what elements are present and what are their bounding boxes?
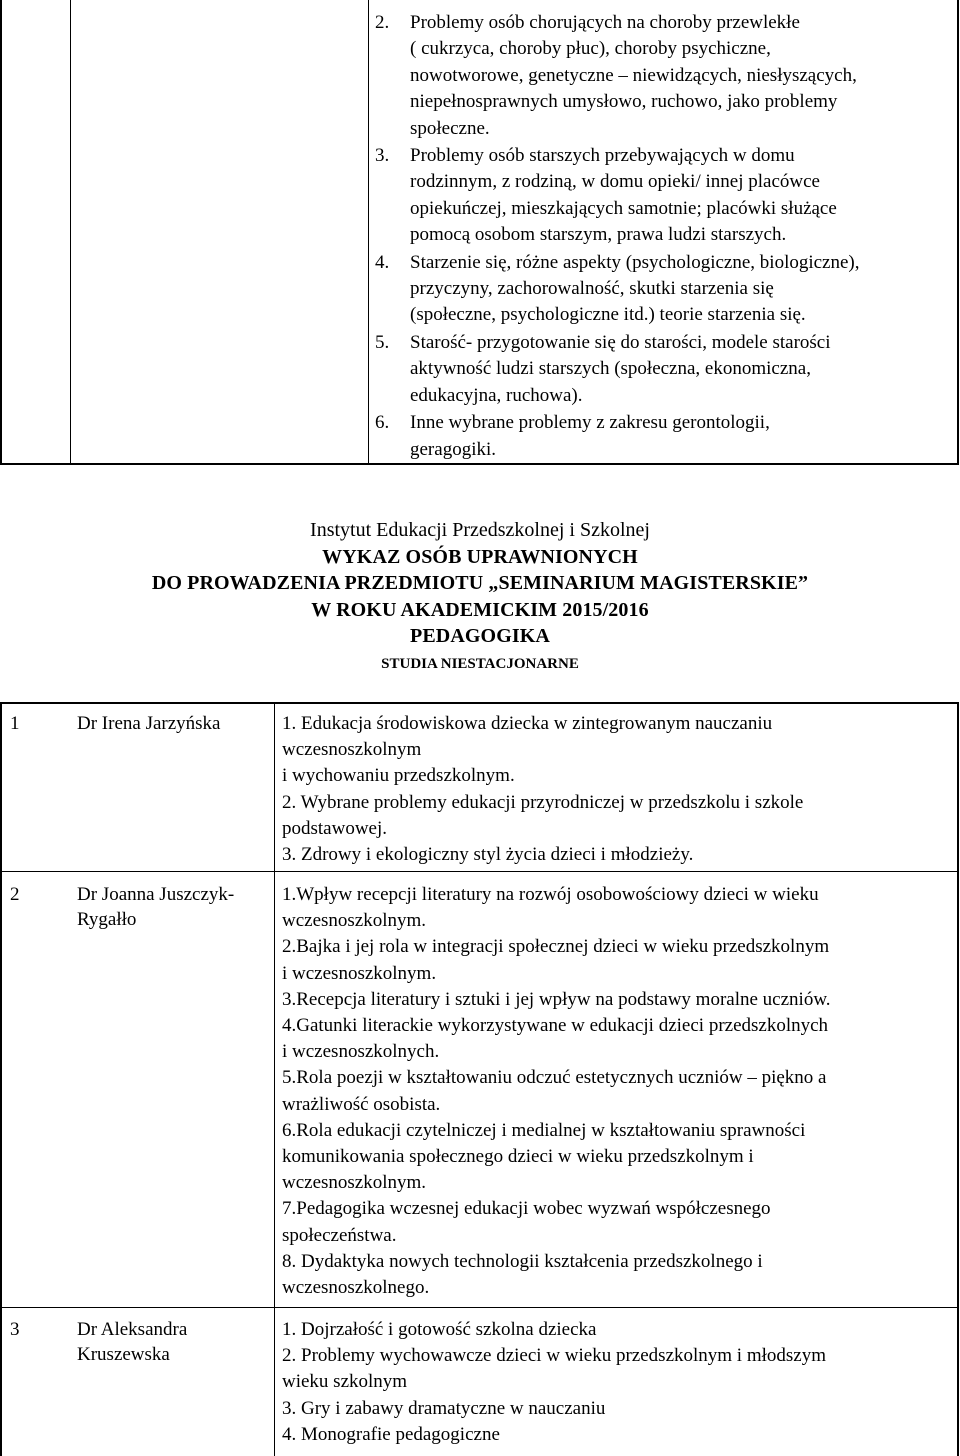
list-item-number: 3. [375, 145, 390, 167]
table-column-divider [274, 704, 275, 1456]
document-heading [0, 517, 960, 676]
supervisor-name: Dr Irena Jarzyńska [77, 713, 221, 734]
heading-line-4: PEDAGOGIKA [410, 625, 550, 647]
supervisor-name: Dr Joanna Juszczyk- Rygałło [77, 884, 235, 930]
heading-line-1: WYKAZ OSÓB UPRAWNIONYCH [322, 545, 638, 568]
seminar-topics: 1. Dojrzałość i gotowość szkolna dziecka 2. Problemy wychowawcze dzieci w wieku przedszkolnym i młodszym wieku szkolnym 3. Gry i zabawy dramatyczne w nauczaniu 4. Monografie pedagogiczne [282, 1319, 826, 1445]
list-item-text: Problemy osób chorujących na choroby przewlekłe ( cukrzyca, choroby płuc), choroby psychiczne, nowotworowe, genetyczne – niewidzących, niesłyszących, niepełnosprawnych umysłowo, ruchowo, jako problemy społeczne. [410, 12, 857, 139]
list-item-number: 2. [375, 12, 390, 33]
list-item [375, 250, 955, 329]
list-item-number: 4. [375, 251, 390, 273]
supervisors-table [0, 702, 959, 1456]
table-column-divider [368, 0, 369, 463]
row-number: 1 [10, 713, 20, 734]
table-row-divider [2, 1307, 957, 1308]
heading-line-3: W ROKU AKADEMICKIM 2015/2016 [311, 598, 649, 621]
heading-line-2: DO PROWADZENIA PRZEDMIOTU „SEMINARIUM MAGISTERSKIE” [151, 572, 809, 594]
seminar-topics: 1. Edukacja środowiskowa dziecka w zintegrowanym nauczaniu wczesnoszkolnym i wychowaniu przedszkolnym. 2. Wybrane problemy edukacji przyrodniczej w przedszkolu i szkole podstawowej. 3. Zdrowy i ekologiczny styl życia dzieci i młodzieży. [282, 713, 804, 866]
institute-name: Instytut Edukacji Przedszkolnej i Szkolnej [310, 519, 650, 541]
heading-line-5: STUDIA NIESTACJONARNE [381, 655, 579, 672]
list-item-text: Problemy osób starszych przebywających w domu rodzinnym, z rodziną, w domu opieki/ innej placówce opiekuńczej, mieszkających samotnie; placówki służące pomocą osobom starszym, prawa ludzi starszych. [410, 145, 837, 246]
table-row-divider [2, 871, 957, 872]
row-number: 3 [10, 1319, 20, 1340]
list-item [375, 330, 955, 409]
row-number: 2 [10, 884, 20, 905]
list-item [375, 10, 955, 142]
list-item-text: Starzenie się, różne aspekty (psychologiczne, biologiczne), przyczyny, zachorowalność, skutki starzenia się (społeczne, psychologiczne itd.) teorie starzenia się. [410, 251, 860, 326]
top-table [0, 0, 959, 465]
seminar-topics: 1.Wpływ recepcji literatury na rozwój osobowościowy dzieci w wieku wczesnoszkolnym. 2.Bajka i jej rola w integracji społecznej dzieci w wieku przedszkolnym i wczesnoszkolnym. 3.Recepcja literatury i sztuki i jej wpływ na podstawy moralne uczniów. 4.Gatunki literackie wykorzystywane w edukacji dzieci przedszkolnych i wczesnoszkolnych. 5.Rola poezji w kształtowaniu odczuć estetycznych uczniów – piękno a wrażliwość osobista. 6.Rola edukacji czytelniczej i medialnej w kształtowaniu sprawności komunikowania społecznego dzieci w wieku przedszkolnym i wczesnoszkolnym. 7.Pedagogika wczesnej edukacji wobec wyzwań współczesnego społeczeństwa. 8. Dydaktyka nowych technologii kształcenia przedszkolnego i wczesnoszkolnego. [282, 884, 831, 1299]
list-item [375, 143, 955, 249]
table-column-divider [70, 0, 71, 463]
supervisor-name: Dr Aleksandra Kruszewska [77, 1319, 188, 1365]
list-item-number: 6. [375, 412, 390, 434]
topics-list [375, 10, 955, 464]
list-item [375, 410, 955, 463]
list-item-text: Starość- przygotowanie się do starości, modele starości aktywność ludzi starszych (społeczna, ekonomiczna, edukacyjna, ruchowa). [410, 331, 831, 406]
list-item-text: Inne wybrane problemy z zakresu gerontologii, geragogiki. [410, 412, 770, 460]
list-item-number: 5. [375, 331, 390, 353]
